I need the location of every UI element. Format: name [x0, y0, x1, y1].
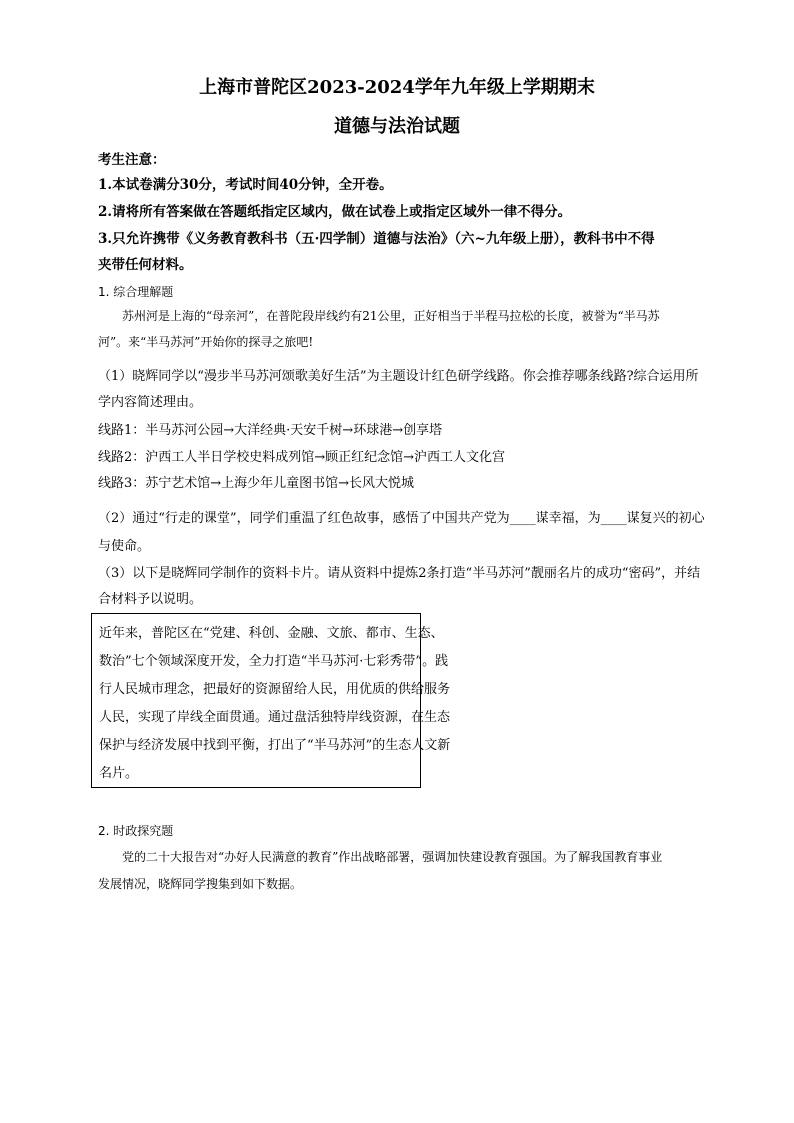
question3-line2: 合材料予以说明。	[98, 592, 203, 607]
question2-line1: （2）通过“行走的课堂”，同学们重温了红色故事，感悟了中国共产党为____谋幸福，为____谋复兴的初心	[98, 511, 705, 526]
material-card-line3: 行人民城市理念，把最好的资源留给人民，用优质的供给服务	[99, 682, 451, 697]
section2-heading: 2. 时政探究题	[98, 824, 174, 838]
question3-line1: （3）以下是晓辉同学制作的资料卡片。请从资料中提炼2条打造“半马苏河”靓丽名片的成功“密码”，并结	[98, 566, 701, 581]
notice-rule-2: 2.请将所有答案做在答题纸指定区域内，做在试卷上或指定区域外一律不得分。	[98, 204, 572, 220]
material-card-line5: 保护与经济发展中找到平衡，打出了“半马苏河”的生态人文新	[99, 738, 451, 753]
exam-title-line2: 道德与法治试题	[334, 116, 460, 137]
material-card-line6: 名片。	[99, 766, 139, 781]
section1-heading: 1. 综合理解题	[98, 285, 174, 299]
route-option-1: 线路1：半马苏河公园→大洋经典·天安千树→环球港→创享塔	[98, 423, 443, 438]
route-option-2: 线路2：沪西工人半日学校史料成列馆→顾正红纪念馆→沪西工人文化宫	[98, 450, 506, 465]
section1-intro-line1: 苏州河是上海的“母亲河”，在普陀段岸线约有21公里，正好相当于半程马拉松的长度，被誉为“半马苏	[122, 309, 660, 323]
notice-heading: 考生注意：	[98, 152, 166, 168]
section1-intro-line2: 河”。来“半马苏河”开始你的探寻之旅吧!	[98, 335, 314, 349]
question2-line2: 与使命。	[98, 539, 151, 554]
notice-rule-3-line1: 3.只允许携带《义务教育教科书（五·四学制）道德与法治》（六~九年级上册），教科书中不得	[98, 231, 655, 247]
notice-rule-1: 1.本试卷满分30分，考试时间40分钟，全开卷。	[98, 177, 393, 193]
material-card-line1: 近年来，普陀区在“党建、科创、金融、文旅、都市、生态、	[99, 626, 444, 641]
material-card	[91, 613, 451, 788]
question1-line2: 学内容简述理由。	[98, 395, 203, 410]
section2-para-line2: 发展情况，晓辉同学搜集到如下数据。	[98, 877, 303, 891]
material-card-line2: 数治”七个领域深度开发，全力打造“半马苏河·七彩秀带”。践	[99, 654, 449, 669]
notice-rule-3-line2: 夹带任何材料。	[98, 257, 193, 273]
route-option-3: 线路3：苏宁艺术馆→上海少年儿童图书馆→长风大悦城	[98, 476, 415, 491]
exam-title-line1: 上海市普陀区2023-2024学年九年级上学期期末	[199, 77, 595, 98]
question1-line1: （1）晓辉同学以“漫步半马苏河颂歌美好生活”为主题设计红色研学线路。你会推荐哪条线路?综合运用所	[98, 369, 699, 384]
section2-para-line1: 党的二十大报告对“办好人民满意的教育”作出战略部署，强调加快建设教育强国。为了解我国教育事业	[122, 850, 663, 864]
material-card-line4: 人民，实现了岸线全面贯通。通过盘活独特岸线资源，在生态	[99, 710, 451, 725]
